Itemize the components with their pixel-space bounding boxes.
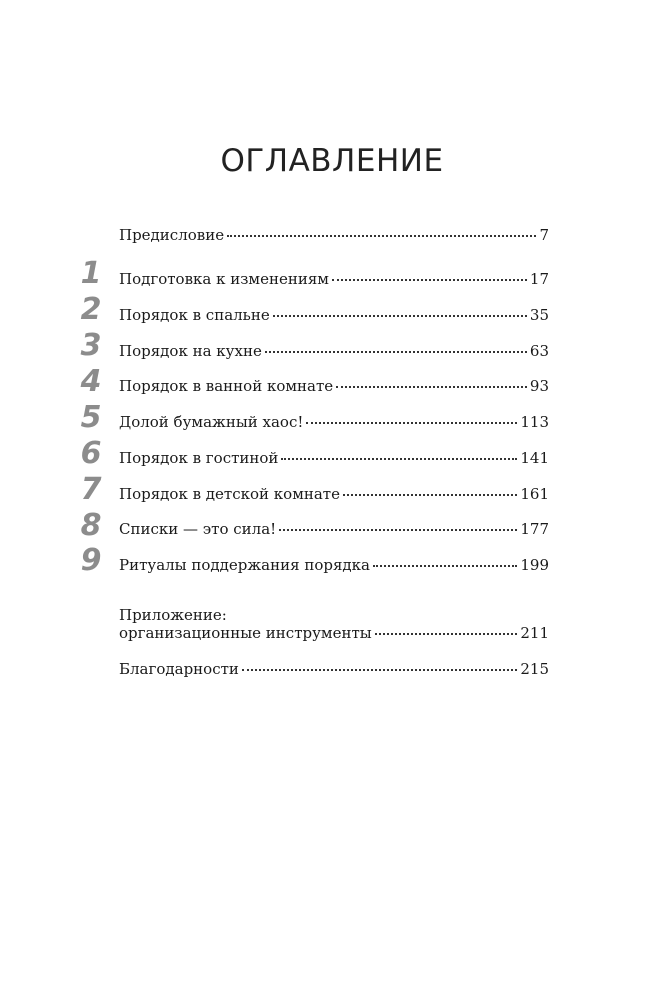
dot-leader (306, 418, 517, 424)
dot-leader (279, 525, 517, 531)
toc-entry-title: Порядок на кухне (119, 342, 262, 360)
toc-entry-page: 215 (520, 660, 549, 678)
chapter-number-7: 7 (80, 472, 102, 507)
chapter-number-3: 3 (80, 328, 102, 363)
toc-entry-preface[interactable] (119, 226, 549, 244)
toc-entry-page: 35 (529, 306, 549, 324)
chapter-number-9: 9 (80, 543, 102, 578)
chapter-number-2: 2 (80, 292, 102, 327)
toc-entry-title-line1: Приложение: (119, 606, 227, 624)
toc-entry-title: Порядок в спальне (119, 306, 270, 324)
toc-entry-page: 63 (529, 342, 549, 360)
toc-entry-title: организационные инструменты (119, 624, 372, 642)
toc-entry-title: Подготовка к изменениям (119, 270, 329, 288)
toc-entry-chapter-6[interactable] (119, 449, 549, 467)
toc-entry-title: Долой бумажный хаос! (119, 413, 304, 431)
toc-entry-page: 93 (529, 377, 549, 395)
dot-leader (281, 454, 517, 460)
toc-entry-chapter-9[interactable] (119, 556, 549, 574)
toc-entry-chapter-4[interactable] (119, 377, 549, 395)
dot-leader (343, 490, 517, 496)
toc-entry-chapter-7[interactable] (119, 485, 549, 503)
dot-leader (227, 231, 536, 237)
toc-entry-page: 211 (520, 624, 549, 642)
toc-entry-title: Благодарности (119, 660, 239, 678)
toc-entry-chapter-5[interactable] (119, 413, 549, 431)
dot-leader (373, 561, 517, 567)
toc-entry-page: 141 (520, 449, 549, 467)
page-title: ОГЛАВЛЕНИЕ (220, 143, 444, 179)
toc-entry-title: Ритуалы поддержания порядка (119, 556, 370, 574)
toc-entry-page: 177 (520, 520, 549, 538)
toc-entry-chapter-8[interactable] (119, 520, 549, 538)
toc-entry-page: 17 (529, 270, 549, 288)
chapter-number-4: 4 (80, 364, 102, 399)
toc-entry-chapter-2[interactable] (119, 306, 549, 324)
toc-entry-acknowledgements[interactable] (119, 660, 549, 678)
chapter-number-8: 8 (80, 508, 102, 543)
toc-entry-page: 199 (520, 556, 549, 574)
dot-leader (273, 311, 527, 317)
dot-leader (332, 275, 527, 281)
toc-entry-title: Списки — это сила! (119, 520, 277, 538)
toc-entry-title: Порядок в ванной комнате (119, 377, 334, 395)
dot-leader (336, 382, 527, 388)
chapter-number-6: 6 (80, 436, 102, 471)
dot-leader (375, 629, 518, 635)
toc-entry-page: 113 (520, 413, 549, 431)
toc-entry-title: Порядок в гостиной (119, 449, 279, 467)
chapter-number-5: 5 (80, 400, 102, 435)
toc-entry-chapter-3[interactable] (119, 342, 549, 360)
toc-entry-page: 161 (520, 485, 549, 503)
toc-entry-chapter-1[interactable] (119, 270, 549, 288)
dot-leader (265, 347, 527, 353)
dot-leader (242, 665, 517, 671)
toc-entry-title: Предисловие (119, 226, 225, 244)
toc-entry-title: Порядок в детской комнате (119, 485, 340, 503)
toc-entry-appendix[interactable] (119, 606, 549, 642)
toc-entry-page: 7 (539, 226, 549, 244)
chapter-number-1: 1 (80, 256, 102, 291)
